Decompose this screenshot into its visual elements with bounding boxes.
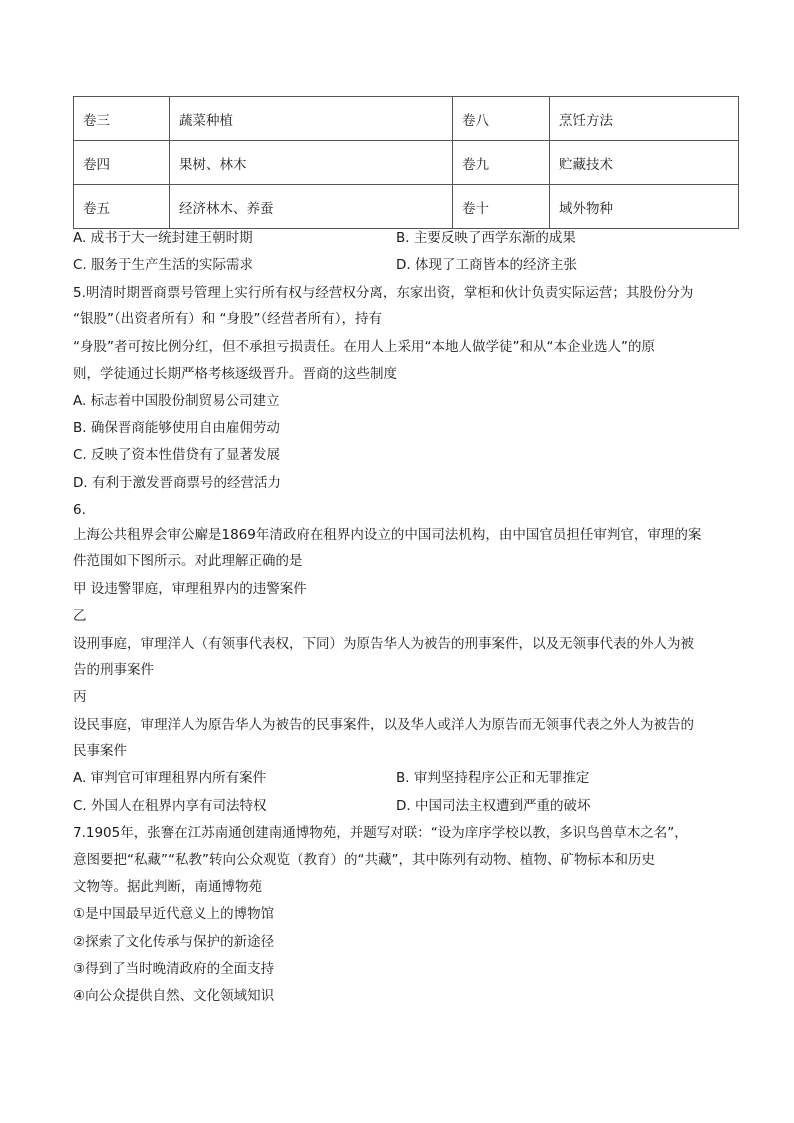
q6-item-bing-line: 民事案件	[73, 743, 127, 759]
table-row	[74, 185, 739, 229]
table-cell: 蔬菜种植	[170, 97, 453, 141]
q6-item-yi-line: 设刑事庭，审理洋人（有领事代表权，下同）为原告华人为被告的刑事案件，以及无领事代表的外人为被	[73, 636, 694, 652]
table-cell: 卷八	[453, 97, 550, 141]
q6-number: 6.	[73, 502, 86, 518]
q5-stem-line: 5.明清时期晋商票号管理上实行所有权与经营权分离，东家出资，掌柜和伙计负责实际运营；其股份分为	[73, 285, 694, 301]
q6-option-d[interactable]: D. 中国司法主权遭到严重的破坏	[396, 798, 591, 814]
q7-statement: ①是中国最早近代意义上的博物馆	[73, 906, 275, 922]
table-cell: 卷九	[453, 141, 550, 185]
q6-item-yi-label: 乙	[73, 608, 87, 624]
table-cell: 烹饪方法	[550, 97, 739, 141]
q6-item-bing-label: 丙	[73, 689, 87, 705]
q7-stem-line: 文物等。据此判断，南通博物苑	[73, 879, 262, 895]
table-cell: 卷十	[453, 185, 550, 229]
q7-stem-line: 7.1905年，张謇在江苏南通创建南通博物苑，并题写对联：“设为庠序学校以教，多识鸟兽草木之名”，	[73, 825, 688, 841]
q5-stem-line: “身股”者可按比例分红，但不承担亏损责任。在用人上采用“本地人做学徒”和从“本企业选人”的原	[73, 339, 655, 355]
q7-stem-line: 意图要把“私藏”“私教”转向公众观览（教育）的“共藏”，其中陈列有动物、植物、矿物标本和历史	[73, 852, 655, 868]
q5-option-c[interactable]: C. 反映了资本性借贷有了显著发展	[73, 447, 281, 463]
table-cell: 卷四	[74, 141, 170, 185]
q4-option-b[interactable]: B. 主要反映了西学东渐的成果	[396, 230, 576, 246]
q5-option-a[interactable]: A. 标志着中国股份制贸易公司建立	[73, 393, 280, 409]
q5-stem-line: 则，学徒通过长期严格考核逐级晋升。晋商的这些制度	[73, 366, 397, 382]
q6-option-c[interactable]: C. 外国人在租界内享有司法特权	[73, 798, 267, 814]
q6-stem-line: 件范围如下图所示。对此理解正确的是	[73, 553, 303, 569]
q6-stem-line: 上海公共租界会审公廨是1869年清政府在租界内设立的中国司法机构，由中国官员担任审判官，审理的案	[73, 527, 702, 543]
table-cell: 果树、林木	[170, 141, 453, 185]
catalog-table	[73, 96, 739, 229]
q6-item-jia: 甲 设违警罪庭，审理租界内的违警案件	[73, 581, 307, 597]
table-cell: 卷五	[74, 185, 170, 229]
table-cell: 经济林木、养蚕	[170, 185, 453, 229]
table-cell: 卷三	[74, 97, 170, 141]
q5-option-b[interactable]: B. 确保晋商能够使用自由雇佣劳动	[73, 420, 280, 436]
q7-statement: ②探索了文化传承与保护的新途径	[73, 934, 275, 950]
q5-option-d[interactable]: D. 有利于激发晋商票号的经营活力	[73, 475, 281, 491]
table-cell: 贮藏技术	[550, 141, 739, 185]
table-row	[74, 141, 739, 185]
q6-item-bing-line: 设民事庭，审理洋人为原告华人为被告的民事案件，以及华人或洋人为原告而无领事代表之外人为被告的	[73, 717, 694, 733]
q6-option-b[interactable]: B. 审判坚持程序公正和无罪推定	[396, 770, 590, 786]
table-row	[74, 97, 739, 141]
q4-option-c[interactable]: C. 服务于生产生活的实际需求	[73, 257, 254, 273]
table-cell: 域外物种	[550, 185, 739, 229]
q6-item-yi-line: 告的刑事案件	[73, 662, 154, 678]
q7-statement: ③得到了当时晚清政府的全面支持	[73, 961, 275, 977]
q6-option-a[interactable]: A. 审判官可审理租界内所有案件	[73, 770, 267, 786]
q4-option-d[interactable]: D. 体现了工商皆本的经济主张	[396, 257, 577, 273]
q4-option-a[interactable]: A. 成书于大一统封建王朝时期	[73, 230, 253, 246]
q5-stem-line: “银股”（出资者所有）和 “身股”（经营者所有），持有	[73, 311, 383, 327]
q7-statement: ④向公众提供自然、文化领域知识	[73, 988, 275, 1004]
